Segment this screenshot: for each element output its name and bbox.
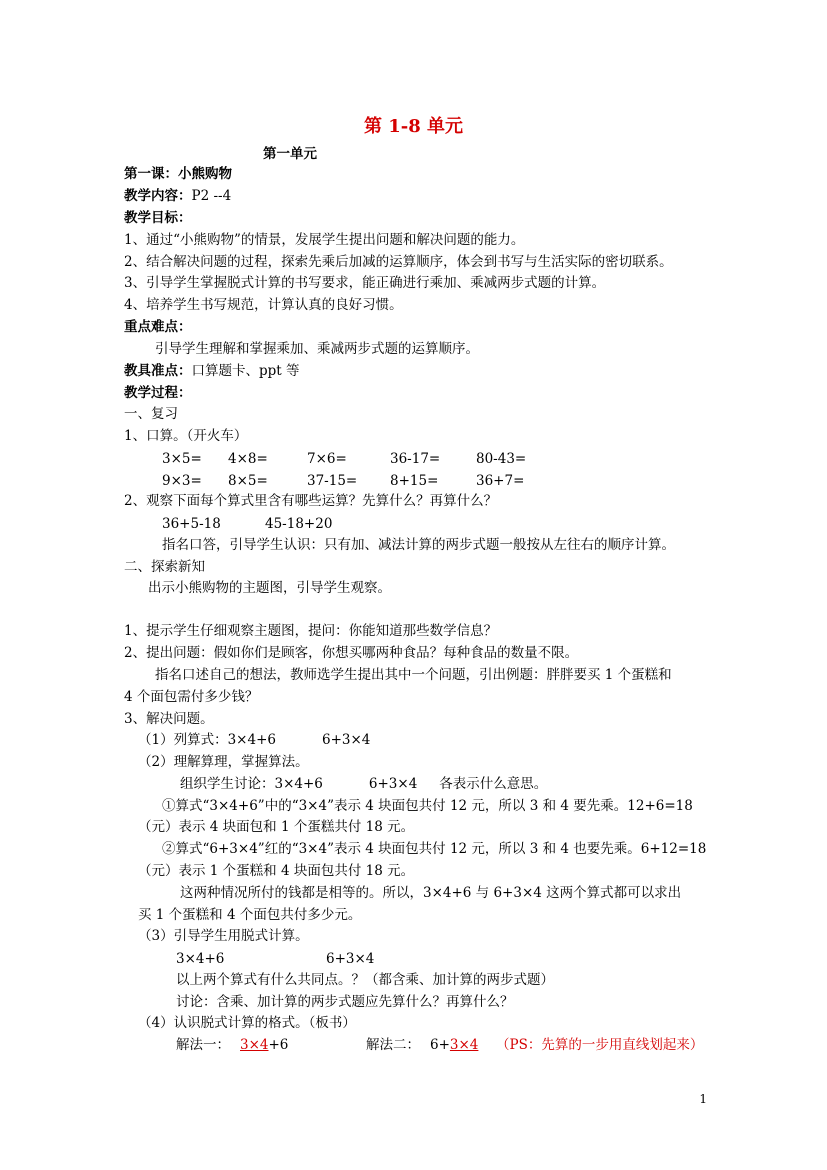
show-picture-text: 出示小熊购物的主题图，引导学生观察。 [148,580,391,596]
expression: 6+3×4 [368,776,418,792]
expression: 3×4+6 [176,951,225,967]
oral-item: 8+15= [390,473,439,489]
substep-3: （3）引导学生用脱式计算。 [138,928,309,944]
content-value: P2 --4 [191,188,232,204]
step-2-detail: 指名口述自己的想法，教师选学生提出其中一个问题，引出例题：胖胖要买 1 个蛋糕和 [155,667,672,683]
expression: 6+3×4 [326,951,375,967]
goal-item: 4、培养学生书写规范，计算认真的良好习惯。 [124,297,403,313]
goal-item: 3、引导学生掌握脱式计算的书写要求，能正确进行乘加、乘减两步式题的计算。 [124,275,606,291]
oral-item: 37-15= [307,473,358,489]
key-text: 引导学生理解和掌握乘加、乘减两步式题的运算顺序。 [155,341,479,357]
process-label: 教学过程： [124,385,192,401]
page-title: 第 1-8 单元 [363,116,464,137]
method-2-label: 解法二： [366,1037,420,1053]
method-1-label: 解法一： [176,1037,230,1053]
expression: 3×4+6 [274,776,323,792]
method-2 [366,1038,478,1054]
goal-item: 1、通过“小熊购物”的情景，发展学生提出问题和解决问题的能力。 [124,232,525,248]
common-point: 以上两个算式有什么共同点。？（都含乘、加计算的两步式题） [176,972,554,988]
underlined-step: 3×4 [449,1037,479,1053]
goal-item: 2、结合解决问题的过程，探索先乘后加减的运算顺序，体会到书写与生活实际的密切联系。 [124,254,673,270]
lesson-heading: 第一课：小熊购物 [124,166,232,182]
observe-expression: 45-18+20 [265,516,333,532]
section-explore: 二、探索新知 [124,559,205,575]
same-result-cont: 买 1 个蛋糕和 4 个面包共付多少元。 [138,907,362,923]
organize-tail: 各表示什么意思。 [439,776,548,792]
oral-item: 36-17= [390,451,441,467]
oral-heading: 1、口算。（开火车） [124,428,248,444]
oral-item: 7×6= [307,451,347,467]
oral-item: 4×8= [228,451,268,467]
step-1: 1、提示学生仔细观察主题图，提问：你能知道那些数学信息？ [124,623,498,639]
explanation-1: ①算式“3×4+6”中的“3×4”表示 4 块面包共付 12 元，所以 3 和 4 要先乘。12+6=18 [162,798,693,814]
content-line [124,189,231,205]
substep-1 [138,733,370,749]
prep-value: 口算题卡、ppt 等 [191,363,300,379]
oral-item: 9×3= [162,473,202,489]
prep-line [124,364,300,380]
explanation-2: ②算式“6+3×4”红的“3×4”表示 4 块面包共付 12 元，所以 3 和 4 也要先乘。6+12=18 [162,841,707,857]
discussion: 讨论：含乘、加计算的两步式题应先算什么？再算什么？ [176,994,514,1010]
step-3: 3、解决问题。 [124,711,214,727]
explanation-2-cont: （元）表示 1 个蛋糕和 4 块面包共付 18 元。 [138,863,415,879]
answer-text: 指名口答，引导学生认识：只有加、减法计算的两步式题一般按从左往右的顺序计算。 [162,537,675,553]
same-result: 这两种情况所付的钱都是相等的。所以，3×4+6 与 6+3×4 这两个算式都可以求出 [180,885,682,901]
step-2-detail: 4 个面包需付多少钱？ [124,689,259,705]
content-label: 教学内容： [124,188,192,204]
expression: 3×4+6 [227,732,276,748]
observe-question: 2、观察下面每个算式里含有哪些运算？先算什么？再算什么？ [124,493,498,509]
oral-item: 80-43= [476,451,527,467]
oral-item: 3×5= [162,451,202,467]
unit-heading: 第一单元 [263,146,317,162]
page-number: 1 [699,1092,707,1106]
underlined-step: 3×4 [240,1037,269,1053]
step-2: 2、提出问题：假如你们是顾客，你想买哪两种食品？每种食品的数量不限。 [124,645,579,661]
method-1 [176,1038,288,1054]
key-label: 重点难点： [124,319,192,335]
substep-2: （2）理解算理，掌握算法。 [138,754,309,770]
oral-item: 36+7= [476,473,525,489]
organize-discussion [180,777,547,793]
goals-label: 教学目标： [124,210,192,226]
ps-note: （PS：先算的一步用直线划起来） [496,1037,704,1053]
organize-label: 组织学生讨论： [180,776,275,792]
method-1-rest: +6 [268,1037,289,1053]
expression: 6+3×4 [321,732,371,748]
substep-1-label: （1）列算式： [138,732,228,748]
method-2-pre: 6+ [430,1037,450,1053]
prep-label: 教具准点： [124,363,192,379]
observe-expression: 36+5-18 [162,516,221,532]
substep-4: （4）认识脱式计算的格式。（板书） [138,1015,356,1031]
oral-item: 8×5= [228,473,268,489]
section-review: 一、复习 [124,406,178,422]
explanation-1-cont: （元）表示 4 块面包和 1 个蛋糕共付 18 元。 [138,819,415,835]
